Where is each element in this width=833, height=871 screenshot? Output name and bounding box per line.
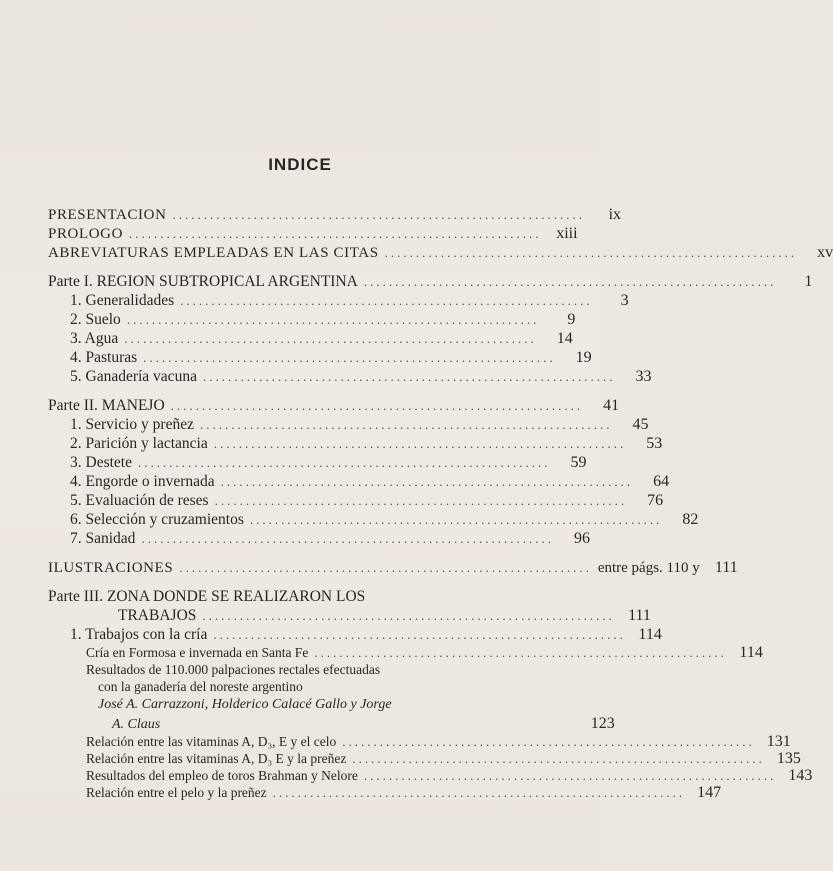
toc-page: 53 <box>646 435 663 452</box>
toc-label: 6. Selección y cruzamientos <box>70 511 244 528</box>
leader-dots: .................................................................. <box>352 751 765 766</box>
toc-label: Parte I. REGION SUBTROPICAL ARGENTINA <box>48 273 358 290</box>
toc-entry-presentacion <box>48 205 622 224</box>
toc-page: 147 <box>697 784 722 801</box>
toc-label: 7. Sanidad <box>70 530 136 547</box>
leader-dots: .................................................................. <box>314 645 727 660</box>
toc-page: 14 <box>556 330 573 347</box>
leader-dots: .................................................................. <box>137 455 551 470</box>
toc-page: 114 <box>739 644 763 661</box>
toc-part-1 <box>48 272 813 291</box>
toc-label: 1. Generalidades <box>70 292 175 309</box>
toc-label: 2. Parición y lactancia <box>70 435 208 452</box>
leader-dots: .................................................................. <box>363 274 777 289</box>
toc-entry-prologo <box>48 224 578 243</box>
toc-page: 135 <box>776 750 801 767</box>
toc-subentry <box>48 733 791 750</box>
toc-part-3-line1 <box>48 587 548 606</box>
toc-page: 1 <box>804 273 813 290</box>
toc-entry <box>48 367 652 386</box>
toc-entry <box>48 310 576 329</box>
toc-label: A. Claus <box>112 717 161 732</box>
leader-dots: .................................................................. <box>202 369 616 384</box>
toc-page: 41 <box>603 397 620 414</box>
toc-page: xv <box>817 244 833 261</box>
toc-part-3 <box>48 606 651 625</box>
toc-page: 64 <box>653 473 670 490</box>
toc-entry <box>48 491 664 510</box>
toc-label: Relación entre las vitaminas A, D₃, E y el celo <box>86 734 337 749</box>
toc-label: 5. Ganadería vacuna <box>70 368 197 385</box>
toc-page: 76 <box>647 492 664 509</box>
toc-page: ix <box>608 206 622 223</box>
leader-dots: .................................................................. <box>249 512 663 527</box>
leader-dots: .................................................................. <box>384 245 798 260</box>
toc-label: Resultados del empleo de toros Brahman y Nelore <box>86 768 358 783</box>
leader-dots: .................................................................. <box>199 417 613 432</box>
toc-label: ABREVIATURAS EMPLEADAS EN LAS CITAS <box>48 245 379 261</box>
toc-entry <box>48 434 663 453</box>
toc-entry <box>48 329 573 348</box>
toc-page: 33 <box>635 368 652 385</box>
toc-label: Relación entre las vitaminas A, D₃ E y la preñez <box>86 751 347 766</box>
toc-label: PROLOGO <box>48 226 124 242</box>
toc-label: ILUSTRACIONES <box>48 560 174 576</box>
leader-dots: .................................................................. <box>213 436 627 451</box>
toc-page: 123 <box>590 715 615 732</box>
leader-dots: .................................................................. <box>179 560 592 575</box>
toc-subentry-text: Resultados de 110.000 palpaciones rectales efectuadas <box>86 662 381 677</box>
toc-label: Parte III. ZONA DONDE SE REALIZARON LOS <box>48 588 366 605</box>
toc-entry <box>48 453 587 472</box>
leader-dots: .................................................................. <box>126 312 540 327</box>
toc-label: 2. Suelo <box>70 311 121 328</box>
toc-subentry <box>48 767 813 784</box>
toc-label: Cría en Formosa e invernada en Santa Fe <box>86 645 309 660</box>
toc-subentry-text: con la ganadería del noreste argentino <box>98 679 303 694</box>
toc-page: 59 <box>570 454 587 471</box>
leader-dots: .................................................................. <box>143 350 556 365</box>
leader-dots: .................................................................. <box>124 331 537 346</box>
leader-dots: .................................................................. <box>214 493 628 508</box>
toc-entry <box>48 625 662 644</box>
toc-label: Parte II. MANEJO <box>48 397 165 414</box>
toc-page: 19 <box>575 349 592 366</box>
toc-label: 3. Agua <box>70 330 119 347</box>
toc-page: 3 <box>620 292 629 309</box>
toc-entry <box>48 415 649 434</box>
toc-label: PRESENTACION <box>48 207 167 223</box>
toc-page: 111 <box>714 559 738 576</box>
toc-subentry <box>48 644 763 661</box>
page-title: INDICE <box>268 155 332 174</box>
leader-dots: .................................................................. <box>141 531 554 546</box>
leader-dots: .................................................................. <box>363 768 777 783</box>
toc-entry <box>48 291 629 310</box>
toc-label: 5. Evaluación de reses <box>70 492 209 509</box>
toc-subentry <box>48 750 801 767</box>
toc-label: Relación entre el pelo y la preñez <box>86 785 267 800</box>
toc-page: 9 <box>567 311 576 328</box>
leader-dots: .................................................................. <box>213 627 626 642</box>
leader-dots: .................................................................. <box>202 608 615 623</box>
toc-label: 1. Servicio y preñez <box>70 416 194 433</box>
toc-page: 143 <box>788 767 813 784</box>
toc-entry-abreviaturas <box>48 243 833 262</box>
toc-page: 131 <box>766 733 791 750</box>
toc-label: 4. Pasturas <box>70 349 138 366</box>
toc-entry-ilustraciones <box>48 558 738 577</box>
leader-dots: .................................................................. <box>342 734 755 749</box>
toc-page: 111 <box>628 607 651 624</box>
toc-label: 1. Trabajos con la cría <box>70 626 208 643</box>
toc-page: 96 <box>573 530 590 547</box>
table-of-contents <box>48 205 833 801</box>
toc-entry <box>48 510 699 529</box>
toc-subentry <box>48 784 722 801</box>
toc-entry <box>48 348 592 367</box>
toc-page: xiii <box>556 225 578 242</box>
toc-authors: José A. Carrazzoni, Holderico Calacé Gallo y Jorge <box>98 697 392 712</box>
toc-page: 45 <box>632 416 649 433</box>
leader-dots: .................................................................. <box>272 785 686 800</box>
leader-space <box>166 714 579 733</box>
toc-page: 114 <box>638 626 662 643</box>
page-range-text: entre págs. 110 y <box>597 560 700 576</box>
toc-label: TRABAJOS <box>118 607 197 624</box>
toc-label: 3. Destete <box>70 454 132 471</box>
toc-page: 82 <box>682 511 699 528</box>
leader-dots: .................................................................. <box>220 474 634 489</box>
toc-authors-line2 <box>48 714 615 733</box>
leader-dots: .................................................................. <box>180 293 593 308</box>
toc-entry <box>48 529 590 548</box>
leader-dots: .................................................................. <box>172 207 586 222</box>
leader-dots: .................................................................. <box>129 226 542 241</box>
toc-part-2 <box>48 396 620 415</box>
toc-entry <box>48 472 670 491</box>
toc-label: 4. Engorde o invernada <box>70 473 215 490</box>
leader-dots: .................................................................. <box>170 398 584 413</box>
